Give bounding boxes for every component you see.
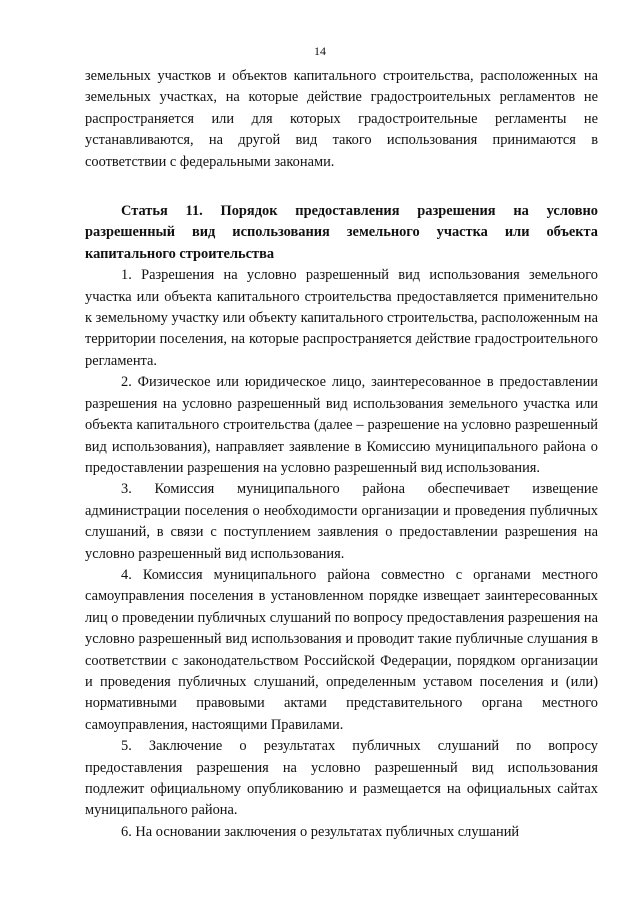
page-number: 14 <box>314 44 326 58</box>
document-body <box>85 66 598 843</box>
article-paragraph-2: 2. Физическое или юридическое лицо, заинтересованное в предоставлении разрешения на условно разрешенный вид использования земельного участка или объекта капитального строительства (далее – разрешение на условно разрешенный вид использования), направляет заявление в Комиссию муниципального района о предоставлении разрешения на условно разрешенный вид использования. <box>85 374 598 476</box>
article-paragraph-4: 4. Комиссия муниципального района совместно с органами местного самоуправления поселения в установленном порядке извещает заинтересованных лиц о проведении публичных слушаний по вопросу предоставления разрешения на условно разрешенный вид использования и проводит такие публичные слушания в соответствии с законодательством Российской Федерации, порядком организации и проведения публичных слушаний, определенным уставом поселения и (или) нормативными правовыми актами представительного органа местного самоуправления, настоящими Правилами. <box>85 566 598 733</box>
intro-paragraph: земельных участков и объектов капитального строительства, расположенных на земельных участках, на которые действие градостроительных регламентов не распространяется или для которых градостроительные регламенты не устанавливаются, на другой вид такого использования принимаются в соответствии с федеральными законами. <box>85 68 598 170</box>
article-heading: Статья 11. Порядок предоставления разрешения на условно разрешенный вид использования земельного участка или объекта капитального строительства <box>85 203 598 262</box>
article-paragraph-3: 3. Комиссия муниципального района обеспечивает извещение администрации поселения о необходимости организации и проведения публичных слушаний, в связи с поступлением заявления о предоставлении разрешения на условно разрешенный вид использования. <box>85 481 598 562</box>
article-paragraph-6: 6. На основании заключения о результатах публичных слушаний <box>121 823 520 840</box>
article-paragraph-5: 5. Заключение о результатах публичных слушаний по вопросу предоставления разрешения на условно разрешенный вид использования подлежит официальному опубликованию и размещается на официальных сайтах муниципального района. <box>85 738 598 819</box>
article-paragraph-1: 1. Разрешения на условно разрешенный вид использования земельного участка или объекта капитального строительства предоставляется применительно к земельному участку или объекту капитального строительства, расположенным на территории поселения, на которые распространяется действие градостроительного регламента. <box>85 267 598 369</box>
